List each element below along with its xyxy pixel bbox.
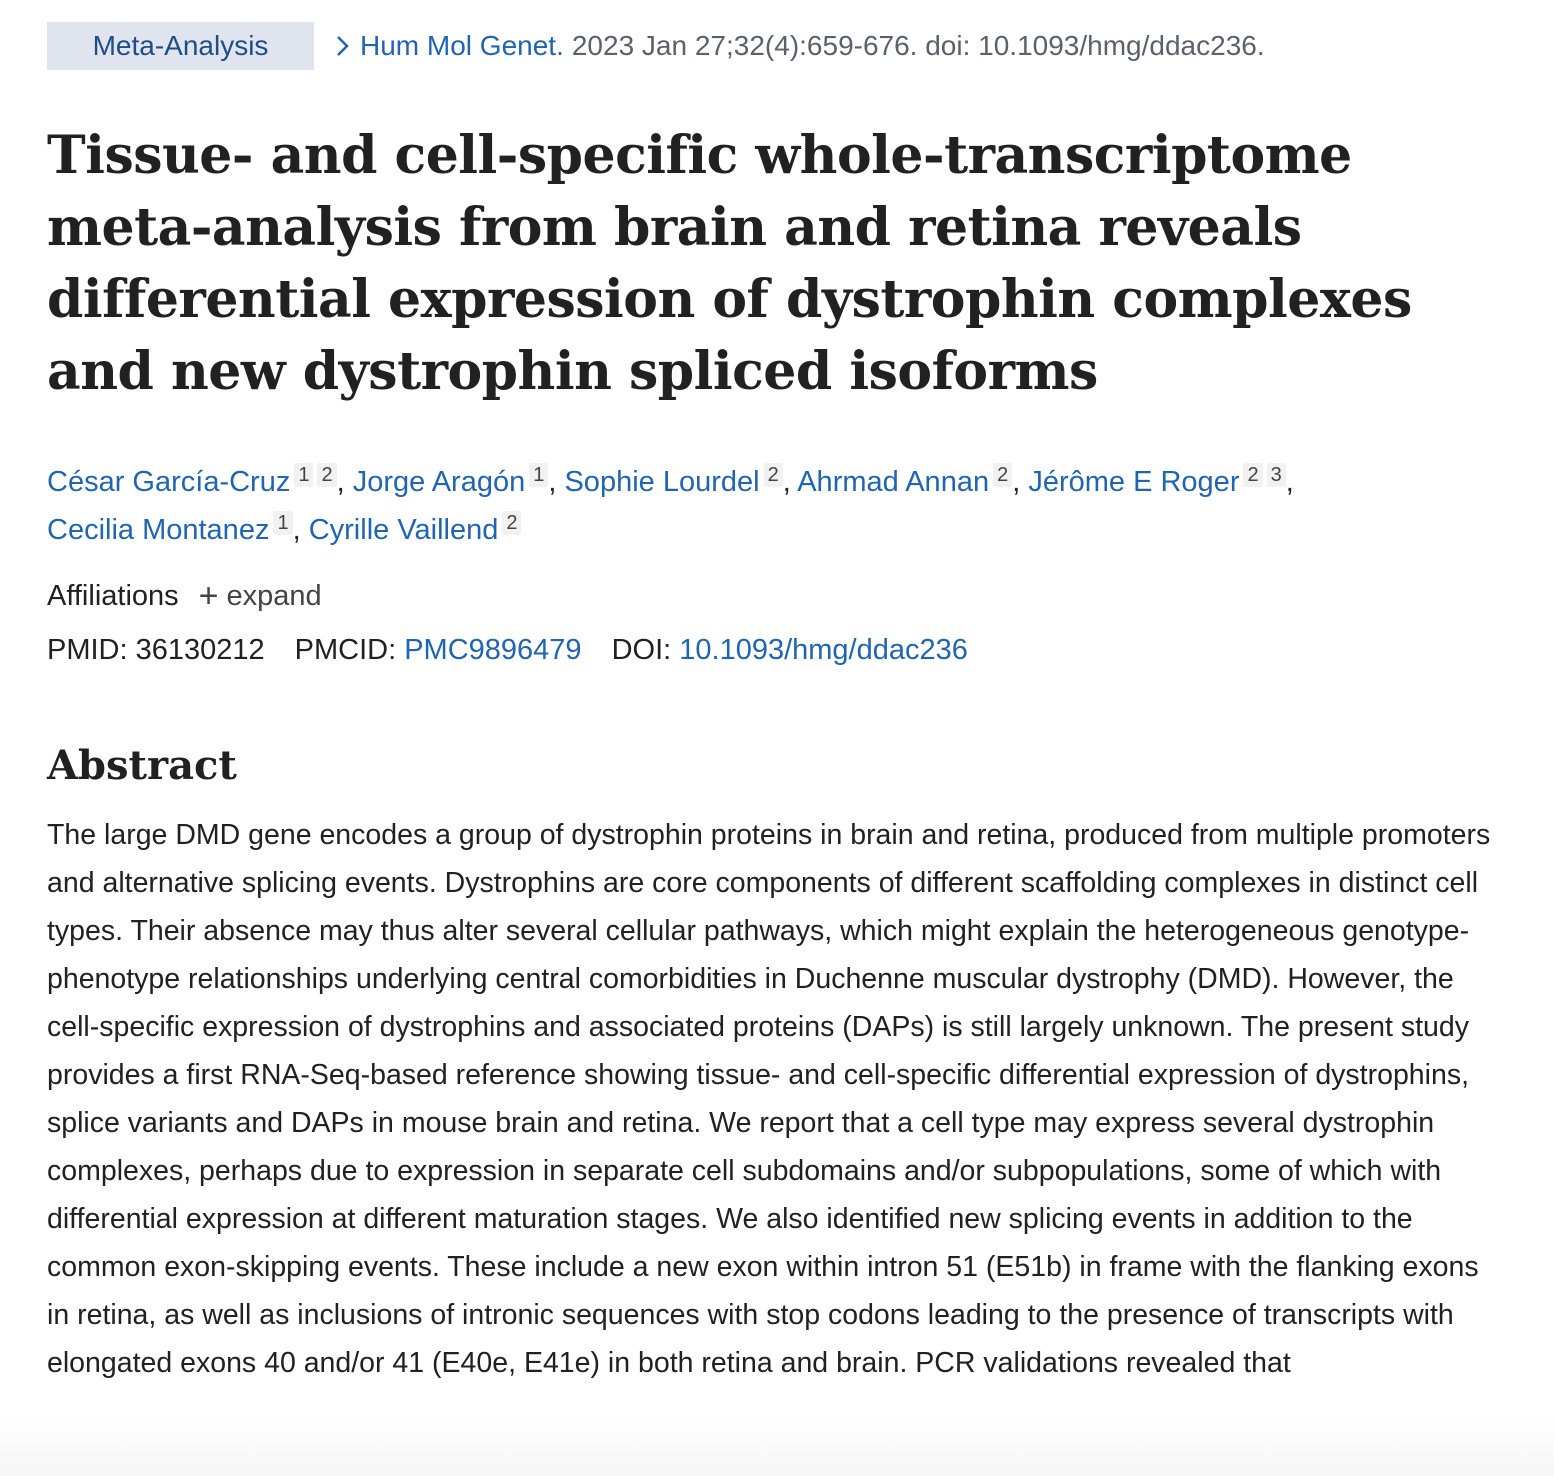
journal-link[interactable]: Hum Mol Genet. [360,30,564,61]
affiliations-label: Affiliations [47,579,179,612]
author-list: César García-Cruz 1 2 , Jorge Aragón 1 , Sophie Lourdel 2 , Ahrmad Annan 2 , Jérôme E Roger 2 3 , Cecilia Montanez 1 , Cyrille Vaillend 2 [47,464,1294,546]
bottom-fade [0,1416,1554,1476]
author-link[interactable]: Jorge Aragón [352,466,526,498]
affiliation-ref[interactable]: 1 [529,463,548,487]
author-link[interactable]: Cecilia Montanez [47,514,270,546]
citation-row [47,22,1507,70]
article-type-badge: Meta-Analysis [47,22,314,70]
identifiers-row [47,630,1507,670]
plus-icon: + [198,577,219,615]
affiliations-expand-toggle[interactable] [199,579,322,613]
author-link[interactable]: Jérôme E Roger [1028,466,1240,498]
affiliation-ref[interactable]: 2 [317,463,336,487]
affiliation-ref[interactable]: 2 [764,463,783,487]
abstract-heading: Abstract [47,742,237,789]
article-title: Tissue- and cell-specific whole-transcriptome meta-analysis from brain and retina reveals differential expression of dystrophin complexes and new dystrophin spliced isoforms [47,125,1412,402]
author-link[interactable]: Sophie Lourdel [564,466,760,498]
pmcid-label: PMCID: [294,633,397,666]
pmid-value: 36130212 [135,633,265,666]
citation-details: 2023 Jan 27;32(4):659-676. doi: 10.1093/hmg/ddac236. [571,30,1265,61]
doi-label: DOI: [611,633,672,666]
affiliation-ref[interactable]: 3 [1267,463,1286,487]
affiliation-ref[interactable]: 1 [294,463,313,487]
affiliation-ref[interactable]: 2 [502,511,521,535]
affiliation-ref[interactable]: 1 [273,511,292,535]
chevron-right-icon [336,35,350,57]
author-link[interactable]: Cyrille Vaillend [308,514,499,546]
affiliations-row [47,576,1507,616]
article-page [47,22,1507,1387]
expand-label: expand [226,579,322,612]
pmcid-link[interactable]: PMC9896479 [404,633,582,666]
author-link[interactable]: César García-Cruz [47,466,291,498]
pmid-label: PMID: [47,633,128,666]
affiliation-ref[interactable]: 2 [1243,463,1262,487]
doi-link[interactable]: 10.1093/hmg/ddac236 [679,633,968,666]
abstract-text: The large DMD gene encodes a group of dystrophin proteins in brain and retina, produced from multiple promoters and alternative splicing events. Dystrophins are core components of different scaffolding complexes in distinct cell types. Their absence may thus alter several cellular pathways, which might explain the heterogeneous genotype-phenotype relationships underlying central comorbidities in Duchenne muscular dystrophy (DMD). However, the cell-specific expression of dystrophins and associated proteins (DAPs) is still largely unknown. The present study provides a first RNA-Seq-based reference showing tissue- and cell-specific differential expression of dystrophins, splice variants and DAPs in mouse brain and retina. We report that a cell type may express several dystrophin complexes, perhaps due to expression in separate cell subdomains and/or subpopulations, some of which with differential expression at different maturation stages. We also identified new splicing events in addition to the common exon-skipping events. These include a new exon within intron 51 (E51b) in frame with the flanking exons in retina, as well as inclusions of intronic sequences with stop codons leading to the presence of transcripts with elongated exons 40 and/or 41 (E40e, E41e) in both retina and brain. PCR validations revealed that [47,819,1491,1379]
author-link[interactable]: Ahrmad Annan [797,466,990,498]
affiliation-ref[interactable]: 2 [993,463,1012,487]
